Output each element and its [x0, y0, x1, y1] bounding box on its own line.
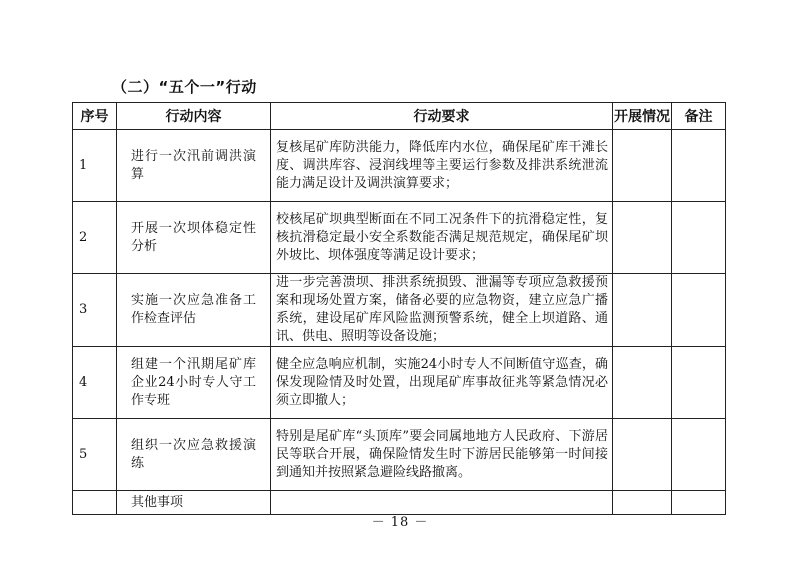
- row-index: 4: [73, 347, 117, 419]
- row-remarks: [672, 274, 726, 347]
- row-status: [613, 419, 672, 491]
- row-index: 3: [73, 274, 117, 347]
- table-row: [73, 274, 726, 347]
- row-index: 2: [73, 202, 117, 274]
- row-index: 1: [73, 130, 117, 202]
- table-row: [73, 419, 726, 491]
- row-content: 开展一次坝体稳定性分析: [117, 202, 271, 274]
- table-header-row: [73, 103, 726, 130]
- row-index: 5: [73, 419, 117, 491]
- row-requirement: 校核尾矿坝典型断面在不同工况条件下的抗滑稳定性，复核抗滑稳定最小安全系数能否满足规范规定，确保尾矿坝外坡比、坝体强度等满足设计要求；: [271, 202, 613, 274]
- row-requirement: 特别是尾矿库“头顶库”要会同属地地方人民政府、下游居民等联合开展，确保险情发生时下游居民能够第一时间接到通知并按照紧急避险线路撤离。: [271, 419, 613, 491]
- row-requirement: 进一步完善溃坝、排洪系统损毁、泄漏等专项应急救援预案和现场处置方案，储备必要的应急物资，建立应急广播系统，建设尾矿库风险监测预警系统，健全上坝道路、通讯、供电、照明等设备设施；: [271, 274, 613, 347]
- row-requirement: 健全应急响应机制，实施24小时专人不间断值守巡查，确保发现险情及时处置，出现尾矿库事故征兆等紧急情况必须立即撤人；: [271, 347, 613, 419]
- header-requirement: 行动要求: [271, 103, 613, 130]
- action-table: [72, 102, 726, 515]
- row-remarks: [672, 419, 726, 491]
- page-number: － 18 －: [371, 515, 429, 530]
- row-status: [613, 202, 672, 274]
- row-content: 组织一次应急救援演练: [117, 419, 271, 491]
- row-content: 组建一个汛期尾矿库企业24小时专人守工作专班: [117, 347, 271, 419]
- row-remarks: [672, 202, 726, 274]
- header-remarks: 备注: [672, 103, 726, 130]
- header-status: 开展情况: [613, 103, 672, 130]
- row-status: [613, 130, 672, 202]
- row-content: 实施一次应急准备工作检查评估: [117, 274, 271, 347]
- row-status: [613, 274, 672, 347]
- table-row: [73, 347, 726, 419]
- row-remarks: [672, 347, 726, 419]
- section-title: （二）“五个一”行动: [112, 78, 257, 96]
- other-items-label: 其他事项: [117, 491, 271, 515]
- row-status: [613, 347, 672, 419]
- row-requirement: 复核尾矿库防洪能力，降低库内水位，确保尾矿库干滩长度、调洪库容、浸润线埋等主要运行参数及排洪系统泄流能力满足设计及调洪演算要求；: [271, 130, 613, 202]
- table-row: [73, 202, 726, 274]
- row-content: 进行一次汛前调洪演算: [117, 130, 271, 202]
- header-index: 序号: [73, 103, 117, 130]
- table-row: [73, 130, 726, 202]
- header-content: 行动内容: [117, 103, 271, 130]
- row-remarks: [672, 130, 726, 202]
